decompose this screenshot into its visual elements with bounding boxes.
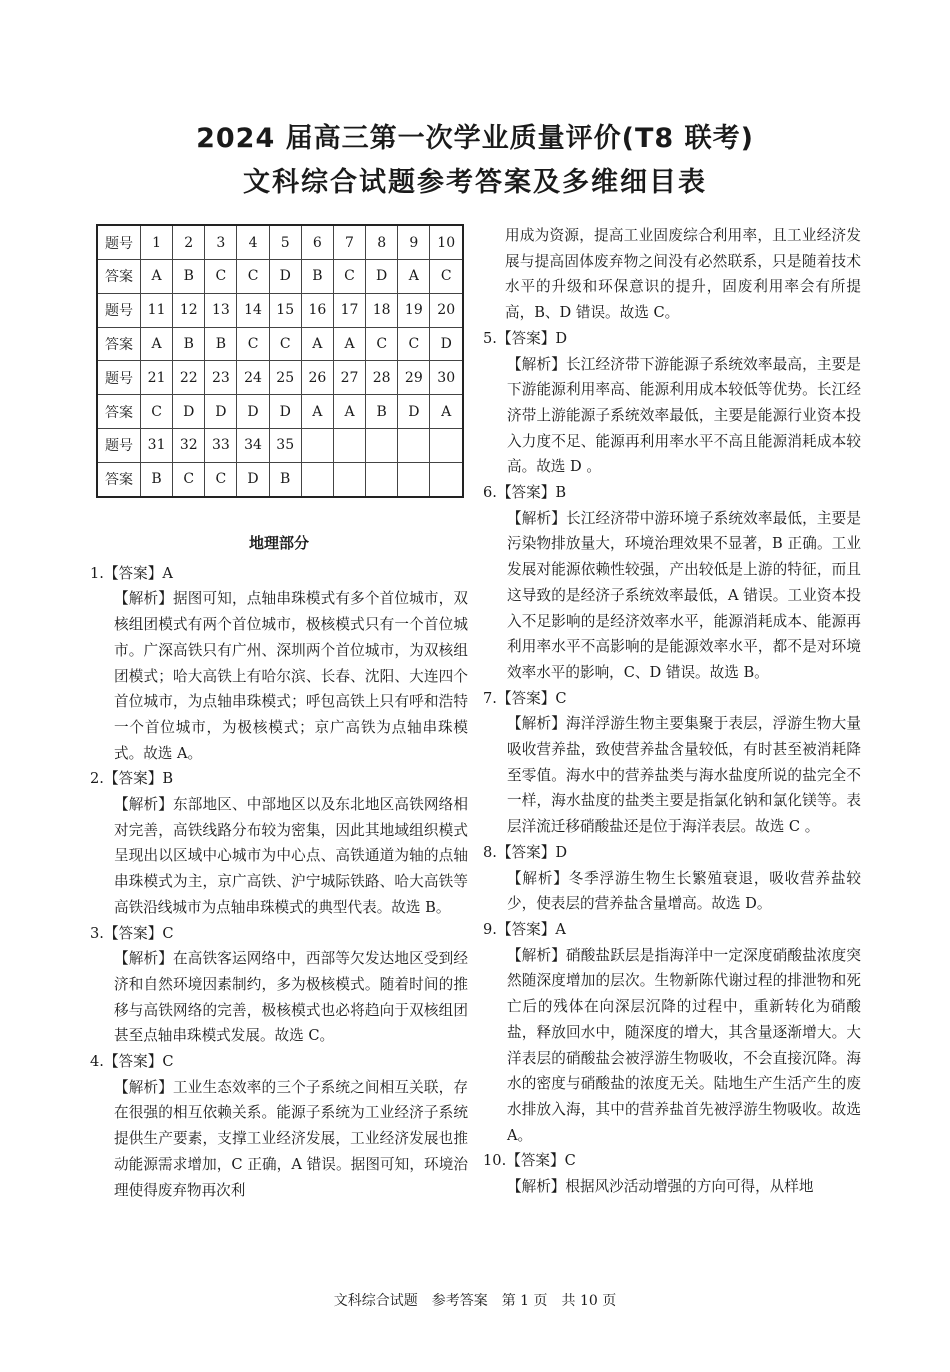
question-item bbox=[483, 326, 861, 480]
question-number-cell: 19 bbox=[398, 293, 430, 327]
answer-line bbox=[483, 840, 861, 866]
answer-value: 【答案】C bbox=[103, 924, 174, 942]
answer-value: 【答案】C bbox=[103, 1053, 174, 1071]
answer-cell: B bbox=[269, 462, 301, 497]
continued-explanation: 用成为资源，提高工业固废综合利用率，且工业经济发展与提高固体废弃物之间没有必然联系，只是随着技术水平的升级和环保意识的提升，固废利用率会有所提高，B、D 错误。故选 C。 bbox=[505, 227, 861, 322]
answer-value: 【答案】B bbox=[103, 770, 174, 788]
table-row-label: 答案 bbox=[97, 462, 141, 497]
table-number-row bbox=[97, 293, 463, 327]
question-number-cell: 20 bbox=[430, 293, 463, 327]
question-number-cell: 17 bbox=[333, 293, 365, 327]
explanation-text: 【解析】在高铁客运网络中，西部等欠发达地区受到经济和自然环境因素制约，多为极核模式。随着时间的推移与高铁网络的完善，极核模式也必将趋向于双核组团甚至点轴串珠模式发展。故选 C。 bbox=[114, 950, 468, 1045]
question-number-cell: 31 bbox=[141, 429, 173, 463]
answer-cell: C bbox=[141, 395, 173, 429]
question-number: 9. bbox=[483, 920, 497, 938]
question-number-cell bbox=[398, 429, 430, 463]
answer-value: 【答案】B bbox=[496, 484, 567, 502]
question-number-cell: 26 bbox=[301, 361, 333, 395]
answer-cell bbox=[366, 462, 398, 497]
question-number-cell: 27 bbox=[333, 361, 365, 395]
answer-value: 【答案】D bbox=[496, 329, 568, 347]
answer-cell: B bbox=[173, 327, 205, 361]
question-number-cell bbox=[366, 429, 398, 463]
question-number: 1. bbox=[90, 564, 104, 582]
answer-cell: A bbox=[141, 327, 173, 361]
answer-cell: C bbox=[237, 260, 269, 294]
answer-cell: A bbox=[333, 395, 365, 429]
question-item bbox=[483, 1148, 861, 1199]
answer-line bbox=[90, 921, 468, 947]
question-item bbox=[90, 561, 468, 767]
table-answer-row bbox=[97, 395, 463, 429]
answer-cell: D bbox=[237, 462, 269, 497]
explanation-text: 【解析】东部地区、中部地区以及东北地区高铁网络相对完善，高铁线路分布较为密集，因此其地域组织模式呈现出以区域中心城市为中心点、高铁通道为轴的点轴串珠模式为主，京广高铁、沪宁城际铁路、哈大高铁等高铁沿线城市为点轴串珠模式的典型代表。故选 B。 bbox=[114, 796, 468, 916]
question-number-cell: 16 bbox=[301, 293, 333, 327]
table-row-label: 题号 bbox=[97, 361, 141, 395]
question-item bbox=[483, 480, 861, 686]
question-number-cell: 11 bbox=[141, 293, 173, 327]
question-number-cell bbox=[430, 429, 463, 463]
answer-line bbox=[483, 480, 861, 506]
answer-cell bbox=[430, 462, 463, 497]
question-number-cell: 4 bbox=[237, 225, 269, 260]
answer-cell: D bbox=[398, 395, 430, 429]
answer-cell: A bbox=[333, 327, 365, 361]
question-number-cell: 2 bbox=[173, 225, 205, 260]
question-item bbox=[90, 1049, 468, 1203]
answer-line bbox=[483, 917, 861, 943]
answer-line bbox=[483, 326, 861, 352]
answer-cell: C bbox=[237, 327, 269, 361]
answer-cell: D bbox=[205, 395, 237, 429]
question-number: 7. bbox=[483, 689, 497, 707]
question-item bbox=[90, 921, 468, 1050]
question-item bbox=[483, 917, 861, 1148]
answer-value: 【答案】C bbox=[496, 689, 567, 707]
table-answer-row bbox=[97, 462, 463, 497]
answer-value: 【答案】C bbox=[506, 1152, 576, 1170]
title-line-2: 文科综合试题参考答案及多维细目表 bbox=[243, 167, 707, 198]
answer-cell bbox=[301, 462, 333, 497]
table-row-label: 答案 bbox=[97, 327, 141, 361]
explanation-text: 【解析】长江经济带下游能源子系统效率最高，主要是下游能源利用率高、能源利用成本较低等优势。长江经济带上游能源子系统效率最低，主要是能源行业资本投入力度不足、能源再利用率水平不高且能源消耗成本较高。故选 D 。 bbox=[507, 355, 861, 476]
table-row-label: 题号 bbox=[97, 429, 141, 463]
question-item bbox=[483, 686, 861, 840]
question-number-cell: 23 bbox=[205, 361, 237, 395]
answer-cell: D bbox=[237, 395, 269, 429]
right-column bbox=[483, 223, 861, 1200]
table-answer-row bbox=[97, 260, 463, 294]
question-number-cell: 14 bbox=[237, 293, 269, 327]
question-number-cell: 35 bbox=[269, 429, 301, 463]
section-title: 地理部分 bbox=[248, 534, 309, 552]
question-number-cell: 33 bbox=[205, 429, 237, 463]
answer-cell: D bbox=[269, 395, 301, 429]
answer-cell: C bbox=[205, 260, 237, 294]
question-number-cell: 13 bbox=[205, 293, 237, 327]
page-footer: 文科综合试题 参考答案 第 1 页 共 10 页 bbox=[333, 1293, 617, 1309]
answer-cell: A bbox=[141, 260, 173, 294]
answer-cell: A bbox=[398, 260, 430, 294]
question-number: 3. bbox=[90, 924, 104, 942]
question-number-cell: 25 bbox=[269, 361, 301, 395]
answer-cell: A bbox=[301, 395, 333, 429]
question-number-cell bbox=[301, 429, 333, 463]
answer-cell: B bbox=[173, 260, 205, 294]
answer-cell: C bbox=[398, 327, 430, 361]
answer-cell: B bbox=[141, 462, 173, 497]
question-number-cell: 12 bbox=[173, 293, 205, 327]
explanation-text: 【解析】据图可知，点轴串珠模式有多个首位城市，双核组团模式有两个首位城市，极核模式只有一个首位城市。广深高铁只有广州、深圳两个首位城市，为双核组团模式；哈大高铁上有哈尔滨、长春、沈阳、大连四个首位城市，为点轴串珠模式；呼包高铁上只有呼和浩特一个首位城市，为极核模式；京广高铁为点轴串珠模式。故选 A。 bbox=[114, 590, 468, 762]
table-row-label: 答案 bbox=[97, 395, 141, 429]
answer-cell: C bbox=[333, 260, 365, 294]
answer-cell: D bbox=[366, 260, 398, 294]
answer-cell: C bbox=[173, 462, 205, 497]
answer-cell: D bbox=[173, 395, 205, 429]
table-number-row bbox=[97, 429, 463, 463]
answer-cell: C bbox=[366, 327, 398, 361]
answer-cell: D bbox=[269, 260, 301, 294]
question-number-cell: 34 bbox=[237, 429, 269, 463]
question-number-cell: 32 bbox=[173, 429, 205, 463]
answer-cell: C bbox=[205, 462, 237, 497]
question-number-cell: 28 bbox=[366, 361, 398, 395]
answer-cell: A bbox=[430, 395, 463, 429]
question-number-cell: 29 bbox=[398, 361, 430, 395]
table-row-label: 答案 bbox=[97, 260, 141, 294]
question-item bbox=[483, 840, 861, 917]
table-number-row bbox=[97, 361, 463, 395]
explanation-text: 【解析】海洋浮游生物主要集聚于表层，浮游生物大量吸收营养盐，致使营养盐含量较低，有时甚至被消耗降至零值。海水中的营养盐类与海水盐度所说的盐完全不一样，海水盐度的盐类主要是指氯化钠和氯化镁等。表层洋流迁移硝酸盐还是位于海洋表层。故选 C 。 bbox=[507, 715, 861, 836]
question-number: 2. bbox=[90, 770, 104, 788]
explanation-text: 【解析】硝酸盐跃层是指海洋中一定深度硝酸盐浓度突然随深度增加的层次。生物新陈代谢过程的排泄物和死亡后的残体在向深层沉降的过程中，重新转化为硝酸盐，释放回水中，随深度的增大，其含量逐渐增大。大洋表层的硝酸盐会被浮游生物吸收，不会直接沉降。海水的密度与硝酸盐的浓度无关。陆地生产生活产生的废水排放入海，其中的营养盐首先被浮游生物吸收。故选 A。 bbox=[507, 946, 861, 1144]
title-line-1: 2024 届高三第一次学业质量评价(T8 联考) bbox=[196, 123, 754, 154]
answer-line bbox=[483, 1148, 861, 1174]
answer-value: 【答案】A bbox=[496, 920, 566, 938]
answer-cell: C bbox=[269, 327, 301, 361]
table-number-row bbox=[97, 225, 463, 260]
answer-table bbox=[96, 224, 464, 498]
question-number-cell: 30 bbox=[430, 361, 463, 395]
question-number: 8. bbox=[483, 843, 497, 861]
question-number-cell: 22 bbox=[173, 361, 205, 395]
answer-cell: A bbox=[301, 327, 333, 361]
question-number: 5. bbox=[483, 329, 497, 347]
question-number: 4. bbox=[90, 1053, 104, 1071]
question-number-cell: 3 bbox=[205, 225, 237, 260]
question-number: 6. bbox=[483, 484, 497, 502]
table-row-label: 题号 bbox=[97, 293, 141, 327]
question-number-cell: 21 bbox=[141, 361, 173, 395]
explanation-text: 【解析】长江经济带中游环境子系统效率最低，主要是污染物排放量大，环境治理效果不显著，B 正确。工业发展对能源依赖性较强，产出较低是上游的特征，而且这导致的是经济子系统效率最低，A 错误。工业资本投入不足影响的是经济效率水平，能源消耗成本、能源再利用率水平不高影响的是能源效率水平，都不是对环境效率水平的影响，C、D 错误。故选 B。 bbox=[507, 509, 861, 681]
left-column bbox=[90, 531, 468, 1203]
answer-line bbox=[483, 686, 861, 712]
answer-cell: B bbox=[205, 327, 237, 361]
explanation-text: 【解析】根据风沙活动增强的方向可得，从样地 bbox=[507, 1178, 814, 1196]
table-answer-row bbox=[97, 327, 463, 361]
answer-line bbox=[90, 1049, 468, 1075]
question-number-cell: 7 bbox=[333, 225, 365, 260]
question-number-cell bbox=[333, 429, 365, 463]
question-number-cell: 6 bbox=[301, 225, 333, 260]
question-number-cell: 5 bbox=[269, 225, 301, 260]
answer-cell: B bbox=[366, 395, 398, 429]
table-row-label: 题号 bbox=[97, 225, 141, 260]
question-number-cell: 9 bbox=[398, 225, 430, 260]
answer-cell: B bbox=[301, 260, 333, 294]
question-number-cell: 10 bbox=[430, 225, 463, 260]
question-number-cell: 24 bbox=[237, 361, 269, 395]
answer-value: 【答案】D bbox=[496, 843, 568, 861]
question-number-cell: 15 bbox=[269, 293, 301, 327]
answer-cell bbox=[398, 462, 430, 497]
question-number-cell: 18 bbox=[366, 293, 398, 327]
answer-line bbox=[90, 561, 468, 587]
answer-cell: D bbox=[430, 327, 463, 361]
question-number-cell: 1 bbox=[141, 225, 173, 260]
question-item bbox=[90, 766, 468, 920]
answer-line bbox=[90, 766, 468, 792]
question-number-cell: 8 bbox=[366, 225, 398, 260]
question-number: 10. bbox=[483, 1152, 507, 1170]
explanation-text: 【解析】工业生态效率的三个子系统之间相互关联，存在很强的相互依赖关系。能源子系统为工业经济子系统提供生产要素，支撑工业经济发展，工业经济发展也推动能源需求增加，C 正确，A 错误。据图可知，环境治理使得废弃物再次利 bbox=[114, 1078, 468, 1199]
answer-value: 【答案】A bbox=[103, 564, 173, 582]
explanation-text: 【解析】冬季浮游生物生长繁殖衰退，吸收营养盐较少，使表层的营养盐含量增高。故选 D。 bbox=[507, 869, 861, 913]
answer-cell bbox=[333, 462, 365, 497]
answer-cell: C bbox=[430, 260, 463, 294]
